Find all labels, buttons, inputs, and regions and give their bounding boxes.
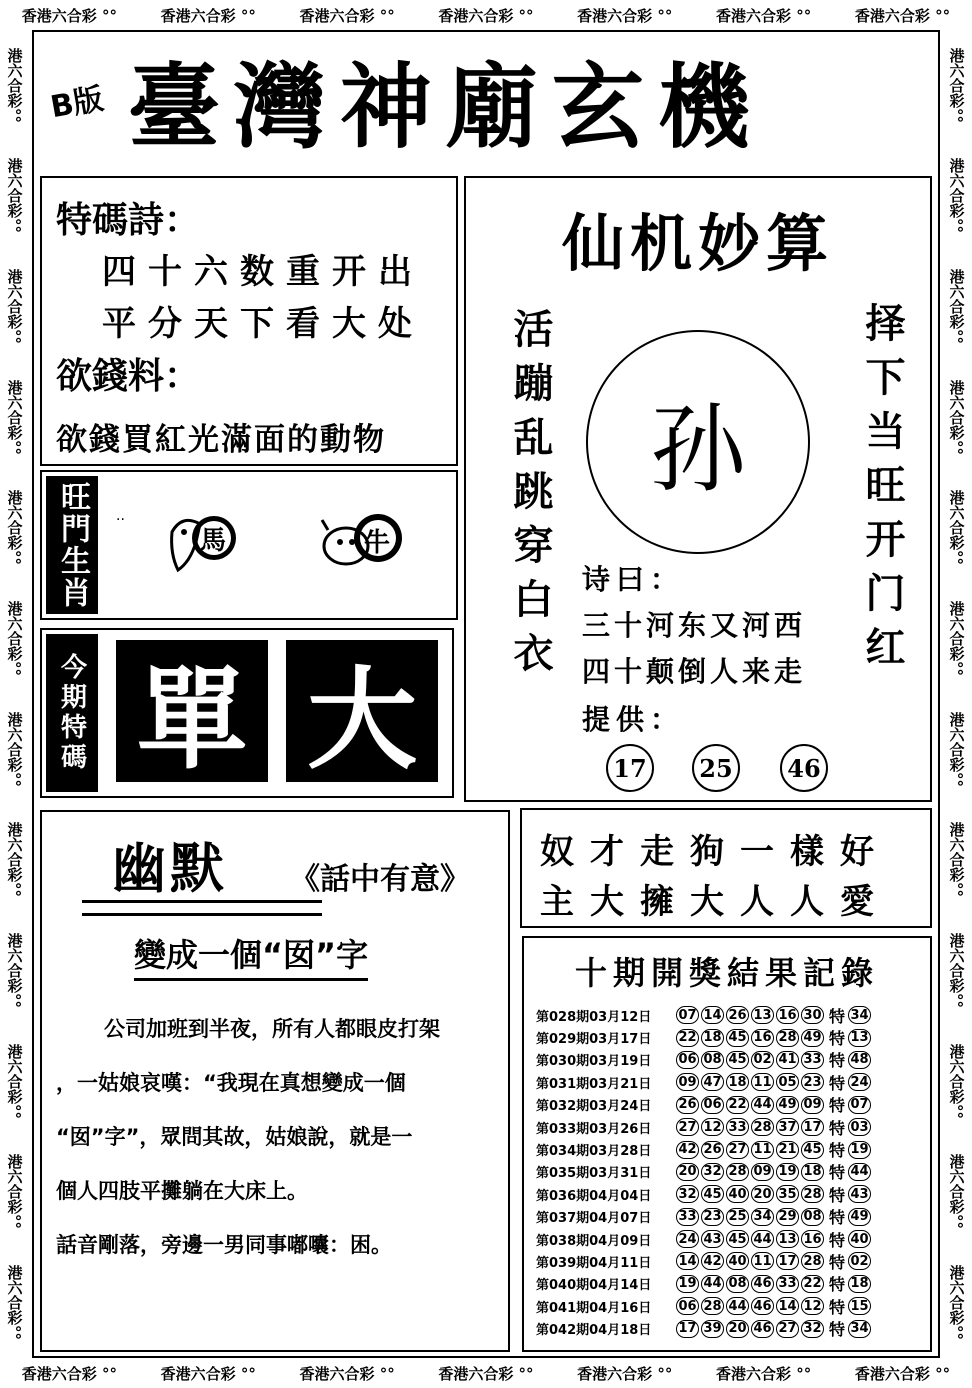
left-border — [0, 30, 30, 1358]
record-number: 14 — [776, 1297, 799, 1315]
special-label: 特 — [829, 1185, 846, 1205]
proverb-box — [520, 808, 932, 928]
joke-line-4: 個人四肢平攤躺在大床上。 — [56, 1179, 308, 1203]
record-number: 14 — [676, 1252, 699, 1270]
record-number: 40 — [726, 1252, 749, 1270]
record-number: 33 — [801, 1051, 824, 1069]
special-label: 特 — [829, 1297, 846, 1317]
record-row — [536, 1295, 873, 1317]
panel-title: 仙机妙算 — [561, 207, 834, 280]
record-number: 32 — [801, 1320, 824, 1338]
zodiac-label: 旺門生肖 — [46, 476, 98, 614]
provided-number-2: 25 — [692, 744, 740, 792]
record-number: 16 — [776, 1006, 799, 1024]
proverb-line-2: 主大擁大人人愛 — [540, 882, 890, 922]
record-number: 25 — [726, 1208, 749, 1226]
record-number: 08 — [726, 1275, 749, 1293]
border-text: 港六合彩°° — [5, 1043, 24, 1119]
calligraphy-char: 孙 — [650, 393, 746, 506]
record-number: 45 — [726, 1230, 749, 1248]
special-number: 02 — [848, 1252, 871, 1270]
record-row — [536, 1049, 873, 1071]
verse-line-1: 三十河东又河西 — [582, 609, 807, 642]
record-number: 28 — [751, 1118, 774, 1136]
special-number: 44 — [848, 1163, 871, 1181]
special-label: 特 — [829, 1320, 846, 1340]
record-number: 17 — [801, 1118, 824, 1136]
special-label: 特 — [829, 1073, 846, 1093]
joke-line-5: 話音剛落，旁邊一男同事嘟囔：困。 — [56, 1233, 392, 1257]
joke-title: 幽默 — [112, 836, 228, 900]
border-text: 港六合彩°° — [947, 711, 966, 787]
record-number: 44 — [751, 1230, 774, 1248]
special-label: 特 — [829, 1118, 846, 1138]
record-number: 19 — [776, 1163, 799, 1181]
record-number: 32 — [676, 1185, 699, 1203]
record-label: 第042期04月18日 — [536, 1323, 652, 1339]
border-text: 香港六合彩 °° — [438, 6, 534, 25]
special-label: 特 — [829, 1208, 846, 1228]
border-text: 港六合彩°° — [947, 379, 966, 455]
right-column-text: 择下当旺开门红 — [859, 302, 906, 680]
border-text: 港六合彩°° — [947, 47, 966, 123]
dots: ·· — [116, 512, 125, 528]
special-label: 特 — [829, 1275, 846, 1295]
record-label: 第036期04月04日 — [536, 1188, 652, 1204]
special-number: 03 — [848, 1118, 871, 1136]
border-text: 港六合彩°° — [947, 490, 966, 566]
verse-label: 诗曰： — [582, 563, 685, 596]
record-number: 13 — [776, 1230, 799, 1248]
joke-box — [40, 810, 510, 1352]
record-number: 09 — [751, 1163, 774, 1181]
record-label: 第035期03月31日 — [536, 1166, 652, 1182]
record-number: 17 — [676, 1320, 699, 1338]
record-number: 21 — [776, 1141, 799, 1159]
record-number: 28 — [801, 1252, 824, 1270]
verse-line-2: 四十颠倒人来走 — [582, 655, 807, 688]
zodiac-box — [40, 470, 458, 620]
border-text: 香港六合彩 °° — [438, 1364, 534, 1383]
record-number: 26 — [676, 1096, 699, 1114]
record-number: 41 — [776, 1051, 799, 1069]
record-label: 第034期03月28日 — [536, 1144, 652, 1160]
special-label: 特 — [829, 1051, 846, 1071]
border-text: 香港六合彩 °° — [577, 6, 673, 25]
record-number: 34 — [751, 1208, 774, 1226]
border-text: 港六合彩°° — [5, 822, 24, 898]
special-number: 19 — [848, 1141, 871, 1159]
border-text: 香港六合彩 °° — [160, 1364, 256, 1383]
special-number: 07 — [848, 1096, 871, 1114]
record-number: 42 — [676, 1141, 699, 1159]
joke-subtitle: 《話中有意》 — [290, 862, 470, 897]
record-number: 28 — [701, 1297, 724, 1315]
record-row — [536, 1183, 873, 1205]
record-number: 16 — [801, 1230, 824, 1248]
money-clue: 欲錢買紅光滿面的動物 — [56, 422, 386, 458]
record-number: 44 — [701, 1275, 724, 1293]
border-text: 港六合彩°° — [5, 379, 24, 455]
record-number: 18 — [701, 1029, 724, 1047]
proverb-line-1: 奴才走狗一樣好 — [540, 832, 890, 872]
record-number: 06 — [676, 1297, 699, 1315]
records-box — [522, 936, 932, 1352]
border-text: 港六合彩°° — [5, 269, 24, 345]
horse-icon: 馬 — [162, 502, 242, 582]
record-number: 07 — [676, 1006, 699, 1024]
record-number: 11 — [751, 1073, 774, 1091]
record-number: 33 — [776, 1275, 799, 1293]
provide-label: 提供： — [582, 703, 685, 736]
record-number: 09 — [801, 1096, 824, 1114]
record-number: 08 — [701, 1051, 724, 1069]
special-char-single: 單 — [116, 640, 268, 782]
special-box — [40, 628, 454, 798]
record-number: 45 — [726, 1029, 749, 1047]
record-number: 20 — [726, 1320, 749, 1338]
provided-number-3: 46 — [780, 744, 828, 792]
record-number: 16 — [751, 1029, 774, 1047]
record-number: 49 — [776, 1096, 799, 1114]
border-text: 港六合彩°° — [947, 933, 966, 1009]
record-number: 22 — [801, 1275, 824, 1293]
record-row — [536, 1206, 873, 1228]
record-number: 42 — [701, 1252, 724, 1270]
special-number: 34 — [848, 1320, 871, 1338]
border-text: 香港六合彩 °° — [299, 6, 395, 25]
record-row — [536, 1071, 873, 1093]
right-border — [942, 30, 972, 1358]
joke-line-1: 公司加班到半夜，所有人都眼皮打架 — [104, 1017, 440, 1041]
record-number: 24 — [676, 1230, 699, 1248]
record-number: 45 — [701, 1185, 724, 1203]
record-row — [536, 1116, 873, 1138]
record-number: 27 — [676, 1118, 699, 1136]
border-text: 香港六合彩 °° — [299, 1364, 395, 1383]
border-text: 港六合彩°° — [947, 1154, 966, 1230]
border-text: 港六合彩°° — [5, 158, 24, 234]
special-label: 特 — [829, 1006, 846, 1026]
record-number: 08 — [801, 1208, 824, 1226]
records-table — [536, 1004, 873, 1340]
special-number: 15 — [848, 1297, 871, 1315]
record-row — [536, 1138, 873, 1160]
provided-number-1: 17 — [606, 744, 654, 792]
record-label: 第033期03月26日 — [536, 1121, 652, 1137]
record-number: 46 — [751, 1320, 774, 1338]
special-number: 40 — [848, 1230, 871, 1248]
record-number: 06 — [701, 1096, 724, 1114]
border-text: 香港六合彩 °° — [716, 1364, 812, 1383]
joke-heading: 變成一個“囡”字 — [134, 930, 368, 981]
record-label: 第031期03月21日 — [536, 1076, 652, 1092]
record-number: 12 — [801, 1297, 824, 1315]
bottom-border — [0, 1358, 972, 1388]
record-number: 44 — [751, 1096, 774, 1114]
border-text: 港六合彩°° — [5, 47, 24, 123]
special-number: 43 — [848, 1185, 871, 1203]
page-title: 臺灣神廟玄機 — [127, 53, 764, 161]
record-label: 第028期03月12日 — [536, 1009, 652, 1025]
record-label: 第030期03月19日 — [536, 1054, 652, 1070]
title-underline — [82, 900, 322, 916]
record-number: 39 — [701, 1320, 724, 1338]
border-text: 香港六合彩 °° — [854, 6, 951, 25]
header — [40, 40, 930, 160]
special-label: 特 — [829, 1141, 846, 1161]
record-row — [536, 1026, 873, 1048]
special-char-big: 大 — [286, 640, 438, 782]
record-number: 45 — [801, 1141, 824, 1159]
special-label: 特 — [829, 1029, 846, 1049]
right-panel — [464, 176, 932, 802]
record-number: 11 — [751, 1141, 774, 1159]
border-text: 港六合彩°° — [5, 1265, 24, 1341]
border-text: 港六合彩°° — [5, 711, 24, 787]
record-number: 18 — [726, 1073, 749, 1091]
money-label: 欲錢料： — [56, 355, 201, 397]
special-label: 特 — [829, 1096, 846, 1116]
joke-line-3: “囡”字”，眾問其故，姑娘說，就是一 — [56, 1125, 413, 1149]
special-number: 49 — [848, 1208, 871, 1226]
record-number: 05 — [776, 1073, 799, 1091]
record-number: 33 — [676, 1208, 699, 1226]
record-number: 23 — [701, 1208, 724, 1226]
record-number: 28 — [776, 1029, 799, 1047]
special-label: 特 — [829, 1163, 846, 1183]
record-number: 23 — [801, 1073, 824, 1091]
record-label: 第039期04月11日 — [536, 1255, 652, 1271]
special-label: 特 — [829, 1230, 846, 1250]
record-number: 27 — [726, 1141, 749, 1159]
joke-line-2: ，一姑娘哀嘆：“我現在真想變成一個 — [56, 1071, 406, 1095]
record-number: 28 — [726, 1163, 749, 1181]
record-number: 20 — [751, 1185, 774, 1203]
record-row — [536, 1004, 873, 1026]
record-number: 11 — [751, 1252, 774, 1270]
record-number: 12 — [701, 1118, 724, 1136]
record-number: 46 — [751, 1297, 774, 1315]
record-number: 17 — [776, 1252, 799, 1270]
poem-line-1: 四十六数重开出 — [102, 252, 424, 292]
record-row — [536, 1228, 873, 1250]
record-number: 27 — [776, 1320, 799, 1338]
record-number: 14 — [701, 1006, 724, 1024]
border-text: 港六合彩°° — [947, 601, 966, 677]
record-number: 28 — [801, 1185, 824, 1203]
special-number: 24 — [848, 1073, 871, 1091]
record-number: 19 — [676, 1275, 699, 1293]
record-number: 37 — [776, 1118, 799, 1136]
record-number: 45 — [726, 1051, 749, 1069]
border-text: 港六合彩°° — [947, 1265, 966, 1341]
record-number: 47 — [701, 1073, 724, 1091]
records-title: 十期開獎結果記錄 — [574, 954, 879, 992]
record-number: 02 — [751, 1051, 774, 1069]
record-row — [536, 1161, 873, 1183]
special-number: 48 — [848, 1051, 871, 1069]
border-text: 香港六合彩 °° — [854, 1364, 951, 1383]
record-row — [536, 1317, 873, 1339]
record-label: 第032期03月24日 — [536, 1099, 652, 1115]
record-number: 20 — [676, 1163, 699, 1181]
border-text: 港六合彩°° — [947, 1043, 966, 1119]
border-text: 港六合彩°° — [947, 269, 966, 345]
record-number: 40 — [726, 1185, 749, 1203]
special-label: 今期特碼 — [46, 634, 98, 792]
record-number: 09 — [676, 1073, 699, 1091]
record-number: 44 — [726, 1297, 749, 1315]
record-row — [536, 1250, 873, 1272]
border-text: 香港六合彩 °° — [716, 6, 812, 25]
record-label: 第040期04月14日 — [536, 1278, 652, 1294]
poem-box — [40, 176, 458, 466]
top-border — [0, 0, 972, 30]
record-row — [536, 1273, 873, 1295]
special-number: 18 — [848, 1275, 871, 1293]
version-badge: B版 — [47, 81, 107, 126]
border-text: 香港六合彩 °° — [21, 1364, 118, 1383]
border-text: 港六合彩°° — [5, 601, 24, 677]
left-column-text: 活蹦乱跳穿白衣 — [507, 308, 554, 686]
special-label: 特 — [829, 1253, 846, 1272]
record-number: 46 — [751, 1275, 774, 1293]
record-number: 35 — [776, 1185, 799, 1203]
ox-icon: 牛 — [312, 502, 412, 582]
record-number: 49 — [801, 1029, 824, 1047]
border-text: 香港六合彩 °° — [577, 1364, 673, 1383]
record-number: 29 — [776, 1208, 799, 1226]
record-number: 43 — [701, 1230, 724, 1248]
record-number: 26 — [701, 1141, 724, 1159]
special-number: 13 — [848, 1029, 871, 1047]
record-number: 18 — [801, 1163, 824, 1181]
poem-line-2: 平分天下看大处 — [102, 304, 424, 344]
record-row — [536, 1094, 873, 1116]
record-number: 26 — [726, 1006, 749, 1024]
record-number: 30 — [801, 1006, 824, 1024]
record-label: 第038期04月09日 — [536, 1233, 652, 1249]
border-text: 港六合彩°° — [947, 822, 966, 898]
border-text: 港六合彩°° — [5, 1154, 24, 1230]
record-label: 第029期03月17日 — [536, 1032, 652, 1048]
poem-label: 特碼詩： — [56, 199, 201, 241]
record-number: 33 — [726, 1118, 749, 1136]
record-number: 32 — [701, 1163, 724, 1181]
special-number: 34 — [848, 1006, 871, 1024]
border-text: 香港六合彩 °° — [21, 6, 118, 25]
record-number: 13 — [751, 1006, 774, 1024]
border-text: 港六合彩°° — [5, 490, 24, 566]
border-text: 港六合彩°° — [947, 158, 966, 234]
record-label: 第037期04月07日 — [536, 1211, 652, 1227]
record-number: 06 — [676, 1051, 699, 1069]
record-number: 22 — [676, 1029, 699, 1047]
border-text: 港六合彩°° — [5, 933, 24, 1009]
border-text: 香港六合彩 °° — [160, 6, 256, 25]
record-label: 第041期04月16日 — [536, 1300, 652, 1316]
calligraphy-circle — [586, 330, 810, 554]
record-number: 22 — [726, 1096, 749, 1114]
